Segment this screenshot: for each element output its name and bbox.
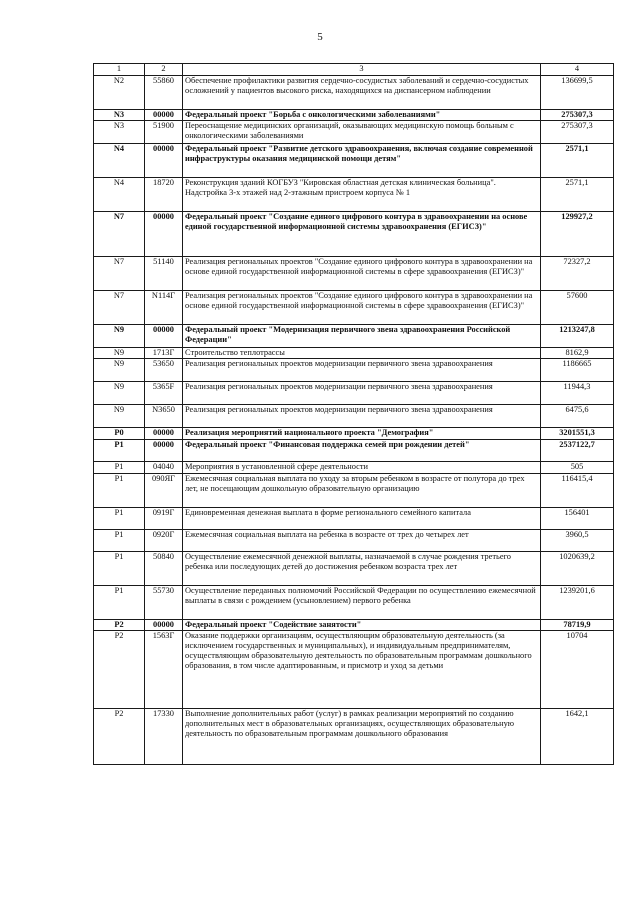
cell-description: Федеральный проект "Содействие занятости" bbox=[183, 619, 541, 630]
cell-item-code: 55860 bbox=[145, 76, 183, 110]
cell-amount: 57600 bbox=[541, 291, 614, 325]
cell-description: Федеральный проект "Финансовая поддержка семей при рождении детей" bbox=[183, 439, 541, 461]
cell-amount: 3960,5 bbox=[541, 529, 614, 551]
cell-section-code: P0 bbox=[94, 428, 145, 439]
cell-description: Реализация региональных проектов "Создание единого цифрового контура в здравоохранении на основе единой государственной информационной системы в сфере здравоохранения (ЕГИСЗ)" bbox=[183, 291, 541, 325]
table-row bbox=[94, 348, 614, 359]
table-row bbox=[94, 257, 614, 291]
table-header-row bbox=[94, 64, 614, 76]
cell-item-code: 18720 bbox=[145, 178, 183, 212]
cell-amount: 78719,9 bbox=[541, 619, 614, 630]
table-row bbox=[94, 325, 614, 348]
table-row bbox=[94, 110, 614, 121]
cell-item-code: 1713Г bbox=[145, 348, 183, 359]
cell-section-code: P2 bbox=[94, 630, 145, 708]
cell-amount: 11944,3 bbox=[541, 382, 614, 405]
header-col-3: 3 bbox=[183, 64, 541, 76]
cell-section-code: N4 bbox=[94, 178, 145, 212]
cell-description: Осуществление ежемесячной денежной выплаты, назначаемой в случае рождения третьего ребенка или последующих детей до достижения ребенком возраста трех лет bbox=[183, 551, 541, 585]
cell-item-code: 00000 bbox=[145, 144, 183, 178]
cell-amount: 6475,6 bbox=[541, 405, 614, 428]
budget-table bbox=[93, 63, 614, 765]
cell-section-code: P1 bbox=[94, 507, 145, 529]
header-col-4: 4 bbox=[541, 64, 614, 76]
table-row bbox=[94, 121, 614, 144]
cell-description: Реализация региональных проектов модернизации первичного звена здравоохранения bbox=[183, 359, 541, 382]
cell-description: Обеспечение профилактики развития сердечно-сосудистых заболеваний и сердечно-сосудистых осложнений у пациентов высокого риска, находящихся на диспансерном наблюдении bbox=[183, 76, 541, 110]
cell-section-code: P1 bbox=[94, 461, 145, 473]
table-row bbox=[94, 439, 614, 461]
cell-section-code: N9 bbox=[94, 359, 145, 382]
cell-section-code: N7 bbox=[94, 257, 145, 291]
table-row bbox=[94, 382, 614, 405]
cell-section-code: N3 bbox=[94, 121, 145, 144]
table-row bbox=[94, 76, 614, 110]
table-row bbox=[94, 551, 614, 585]
cell-item-code: 00000 bbox=[145, 619, 183, 630]
cell-section-code: N3 bbox=[94, 110, 145, 121]
cell-section-code: N7 bbox=[94, 212, 145, 257]
cell-item-code: 51900 bbox=[145, 121, 183, 144]
cell-item-code: 0920Г bbox=[145, 529, 183, 551]
cell-section-code: N7 bbox=[94, 291, 145, 325]
table-row bbox=[94, 619, 614, 630]
cell-item-code: 00000 bbox=[145, 428, 183, 439]
cell-item-code: N3650 bbox=[145, 405, 183, 428]
cell-amount: 1642,1 bbox=[541, 708, 614, 764]
header-col-2: 2 bbox=[145, 64, 183, 76]
cell-section-code: P1 bbox=[94, 585, 145, 619]
cell-description: Реализация региональных проектов "Создание единого цифрового контура в здравоохранении на основе единой государственной информационной системы в сфере здравоохранения (ЕГИСЗ)" bbox=[183, 257, 541, 291]
cell-amount: 275307,3 bbox=[541, 121, 614, 144]
cell-section-code: P1 bbox=[94, 529, 145, 551]
cell-section-code: P1 bbox=[94, 439, 145, 461]
cell-description: Федеральный проект "Создание единого цифрового контура в здравоохранении на основе единой государственной информационной системы здравоохранения (ЕГИСЗ)" bbox=[183, 212, 541, 257]
table-row bbox=[94, 529, 614, 551]
cell-description: Реализация мероприятий национального проекта "Демография" bbox=[183, 428, 541, 439]
cell-section-code: P2 bbox=[94, 619, 145, 630]
table-row bbox=[94, 428, 614, 439]
table-row bbox=[94, 144, 614, 178]
cell-description: Переоснащение медицинских организаций, оказывающих медицинскую помощь больным с онкологическими заболеваниями bbox=[183, 121, 541, 144]
cell-amount: 136699,5 bbox=[541, 76, 614, 110]
table-row bbox=[94, 291, 614, 325]
cell-item-code: 50840 bbox=[145, 551, 183, 585]
cell-item-code: 00000 bbox=[145, 212, 183, 257]
cell-section-code: N4 bbox=[94, 144, 145, 178]
cell-description: Реализация региональных проектов модернизации первичного звена здравоохранения bbox=[183, 382, 541, 405]
cell-description: Федеральный проект "Модернизация первичного звена здравоохранения Российской Федерации" bbox=[183, 325, 541, 348]
cell-description: Федеральный проект "Развитие детского здравоохранения, включая создание современной инфраструктуры оказания медицинской помощи детям" bbox=[183, 144, 541, 178]
cell-amount: 116415,4 bbox=[541, 473, 614, 507]
table-row bbox=[94, 473, 614, 507]
cell-section-code: P1 bbox=[94, 473, 145, 507]
cell-amount: 72327,2 bbox=[541, 257, 614, 291]
cell-item-code: 00000 bbox=[145, 439, 183, 461]
table-row bbox=[94, 630, 614, 708]
cell-item-code: 17330 bbox=[145, 708, 183, 764]
cell-section-code: N2 bbox=[94, 76, 145, 110]
header-col-1: 1 bbox=[94, 64, 145, 76]
cell-amount: 1213247,8 bbox=[541, 325, 614, 348]
cell-amount: 10704 bbox=[541, 630, 614, 708]
cell-amount: 156401 bbox=[541, 507, 614, 529]
cell-amount: 8162,9 bbox=[541, 348, 614, 359]
cell-item-code: 00000 bbox=[145, 325, 183, 348]
cell-amount: 2537122,7 bbox=[541, 439, 614, 461]
cell-item-code: 04040 bbox=[145, 461, 183, 473]
cell-description: Выполнение дополнительных работ (услуг) в рамках реализации мероприятий по созданию дополнительных мест в образовательных организациях, осуществляющих образовательную деятельность по образовательным программам дошкольного образования bbox=[183, 708, 541, 764]
cell-item-code: 55730 bbox=[145, 585, 183, 619]
table-row bbox=[94, 178, 614, 212]
cell-description: Федеральный проект "Борьба с онкологическими заболеваниями" bbox=[183, 110, 541, 121]
cell-amount: 1239201,6 bbox=[541, 585, 614, 619]
cell-section-code: N9 bbox=[94, 325, 145, 348]
cell-description: Мероприятия в установленной сфере деятельности bbox=[183, 461, 541, 473]
cell-description: Реализация региональных проектов модернизации первичного звена здравоохранения bbox=[183, 405, 541, 428]
cell-description: Оказание поддержки организациям, осуществляющим образовательную деятельность (за исключением государственных и муниципальных), и индивидуальным предпринимателям, осуществляющим образовательную деятельность по образовательным программам дошкольного образования, в том числе адаптированным, и присмотр и уход за детьми bbox=[183, 630, 541, 708]
cell-amount: 505 bbox=[541, 461, 614, 473]
cell-item-code: 53650 bbox=[145, 359, 183, 382]
cell-description: Единовременная денежная выплата в форме регионального семейного капитала bbox=[183, 507, 541, 529]
cell-section-code: P1 bbox=[94, 551, 145, 585]
table-row bbox=[94, 405, 614, 428]
table-row bbox=[94, 585, 614, 619]
table-row bbox=[94, 708, 614, 764]
table-row bbox=[94, 507, 614, 529]
cell-section-code: N9 bbox=[94, 348, 145, 359]
table-row bbox=[94, 212, 614, 257]
cell-item-code: 1563Г bbox=[145, 630, 183, 708]
cell-description: Реконструкция зданий КОГБУЗ "Кировская областная детская клиническая больница". Надстройка 3-х этажей над 2-этажным пристроем корпуса № 1 bbox=[183, 178, 541, 212]
cell-amount: 129927,2 bbox=[541, 212, 614, 257]
cell-section-code: P2 bbox=[94, 708, 145, 764]
cell-amount: 1186665 bbox=[541, 359, 614, 382]
cell-item-code: N114Г bbox=[145, 291, 183, 325]
cell-section-code: N9 bbox=[94, 382, 145, 405]
cell-description: Ежемесячная социальная выплата по уходу за вторым ребенком в возрасте от полутора до трех лет, не посещающим дошкольную образовательную организацию bbox=[183, 473, 541, 507]
cell-item-code: 090ЯГ bbox=[145, 473, 183, 507]
cell-item-code: 00000 bbox=[145, 110, 183, 121]
cell-section-code: N9 bbox=[94, 405, 145, 428]
cell-item-code: 51140 bbox=[145, 257, 183, 291]
cell-description: Осуществление переданных полномочий Российской Федерации по осуществлению ежемесячной выплаты в связи с рождением (усыновлением) первого ребенка bbox=[183, 585, 541, 619]
cell-item-code: 0919Г bbox=[145, 507, 183, 529]
cell-description: Ежемесячная социальная выплата на ребенка в возрасте от трех до четырех лет bbox=[183, 529, 541, 551]
cell-amount: 2571,1 bbox=[541, 144, 614, 178]
cell-description: Строительство теплотрассы bbox=[183, 348, 541, 359]
table-row bbox=[94, 359, 614, 382]
cell-item-code: 5365F bbox=[145, 382, 183, 405]
table-row bbox=[94, 461, 614, 473]
cell-amount: 275307,3 bbox=[541, 110, 614, 121]
cell-amount: 2571,1 bbox=[541, 178, 614, 212]
page-number: 5 bbox=[317, 31, 323, 43]
cell-amount: 1020639,2 bbox=[541, 551, 614, 585]
cell-amount: 3201551,3 bbox=[541, 428, 614, 439]
